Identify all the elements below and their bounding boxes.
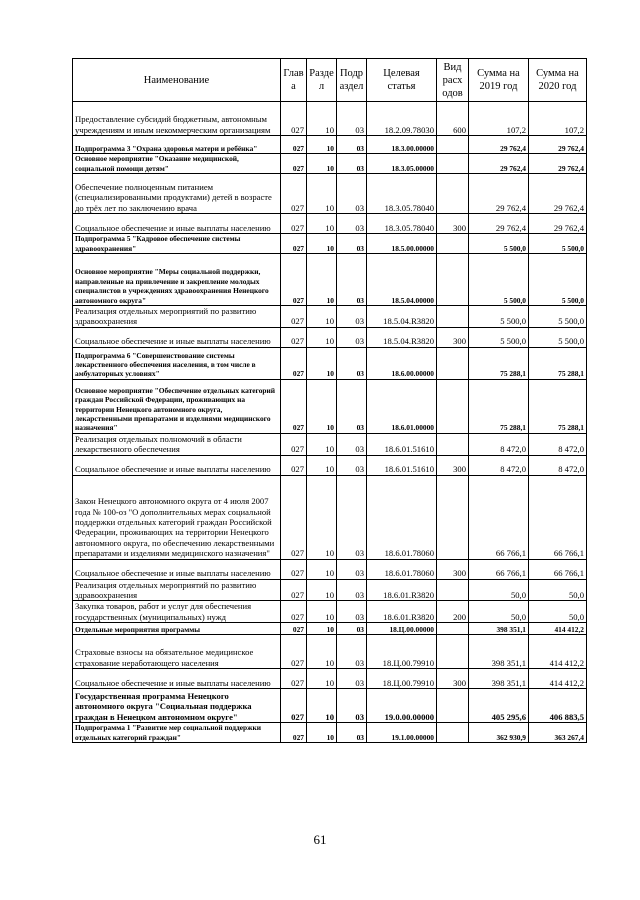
cell-sum-2019: 398 351,1	[469, 669, 529, 689]
cell-podrazdel: 03	[337, 102, 367, 136]
cell-name: Реализация отдельных мероприятий по развитию здравоохранения	[73, 306, 281, 328]
cell-name: Обеспечение полноценным питанием (специализированными продуктами) детей в возрасте до трёх лет по заключению врача	[73, 174, 281, 214]
cell-target: 18.2.09.78030	[367, 102, 437, 136]
cell-razdel: 10	[307, 455, 337, 475]
cell-vid	[437, 475, 469, 559]
cell-target: 18.6.01.78060	[367, 559, 437, 579]
cell-sum-2019: 29 762,4	[469, 214, 529, 234]
cell-podrazdel: 03	[337, 475, 367, 559]
cell-razdel: 10	[307, 623, 337, 635]
cell-sum-2019: 66 766,1	[469, 475, 529, 559]
cell-podrazdel: 03	[337, 379, 367, 433]
cell-name: Реализация отдельных мероприятий по развитию здравоохранения	[73, 579, 281, 601]
table-row	[73, 475, 587, 559]
cell-sum-2020: 66 766,1	[529, 475, 587, 559]
cell-sum-2020: 29 762,4	[529, 214, 587, 234]
cell-razdel: 10	[307, 579, 337, 601]
cell-sum-2020: 414 412,2	[529, 623, 587, 635]
cell-glava: 027	[281, 623, 307, 635]
cell-name: Социальное обеспечение и иные выплаты населению	[73, 327, 281, 347]
cell-sum-2019: 405 295,6	[469, 689, 529, 723]
cell-glava: 027	[281, 669, 307, 689]
cell-sum-2019: 5 500,0	[469, 306, 529, 328]
cell-name: Социальное обеспечение и иные выплаты населению	[73, 455, 281, 475]
budget-sheet	[72, 58, 587, 743]
cell-glava: 027	[281, 327, 307, 347]
cell-name: Основное мероприятие "Оказание медицинской, социальной помощи детям"	[73, 154, 281, 174]
cell-glava: 027	[281, 174, 307, 214]
cell-glava: 027	[281, 136, 307, 154]
cell-sum-2020: 5 500,0	[529, 234, 587, 254]
cell-sum-2019: 107,2	[469, 102, 529, 136]
cell-vid	[437, 254, 469, 306]
cell-sum-2020: 107,2	[529, 102, 587, 136]
cell-glava: 027	[281, 379, 307, 433]
table-row	[73, 669, 587, 689]
table-row	[73, 635, 587, 669]
cell-target: 18.5.04.00000	[367, 254, 437, 306]
cell-sum-2019: 29 762,4	[469, 154, 529, 174]
cell-glava: 027	[281, 601, 307, 623]
cell-razdel: 10	[307, 635, 337, 669]
table-row	[73, 601, 587, 623]
cell-podrazdel: 03	[337, 559, 367, 579]
cell-target: 18.5.04.R3820	[367, 327, 437, 347]
header-target: Целевая статья	[367, 59, 437, 102]
table-row	[73, 559, 587, 579]
cell-razdel: 10	[307, 174, 337, 214]
cell-sum-2020: 8 472,0	[529, 433, 587, 455]
cell-podrazdel: 03	[337, 579, 367, 601]
cell-razdel: 10	[307, 136, 337, 154]
cell-razdel: 10	[307, 475, 337, 559]
cell-podrazdel: 03	[337, 136, 367, 154]
cell-target: 18.Ц.00.79910	[367, 669, 437, 689]
cell-target: 19.1.00.00000	[367, 723, 437, 743]
cell-podrazdel: 03	[337, 669, 367, 689]
cell-name: Отдельные мероприятия программы	[73, 623, 281, 635]
cell-razdel: 10	[307, 214, 337, 234]
cell-target: 18.6.01.51610	[367, 433, 437, 455]
table-row	[73, 234, 587, 254]
cell-sum-2020: 5 500,0	[529, 254, 587, 306]
cell-glava: 027	[281, 475, 307, 559]
cell-name: Социальное обеспечение и иные выплаты населению	[73, 669, 281, 689]
cell-glava: 027	[281, 433, 307, 455]
header-podrazdel: Подр аздел	[337, 59, 367, 102]
cell-target: 18.3.05.78040	[367, 174, 437, 214]
cell-target: 18.6.01.00000	[367, 379, 437, 433]
cell-razdel: 10	[307, 327, 337, 347]
table-row	[73, 254, 587, 306]
cell-sum-2020: 414 412,2	[529, 635, 587, 669]
cell-vid	[437, 347, 469, 379]
cell-target: 18.Ц.00.79910	[367, 635, 437, 669]
cell-glava: 027	[281, 559, 307, 579]
cell-razdel: 10	[307, 559, 337, 579]
cell-razdel: 10	[307, 234, 337, 254]
cell-target: 18.5.00.00000	[367, 234, 437, 254]
cell-glava: 027	[281, 254, 307, 306]
cell-vid	[437, 635, 469, 669]
cell-razdel: 10	[307, 601, 337, 623]
cell-sum-2020: 29 762,4	[529, 136, 587, 154]
cell-vid	[437, 723, 469, 743]
cell-vid: 300	[437, 455, 469, 475]
cell-sum-2020: 66 766,1	[529, 559, 587, 579]
cell-razdel: 10	[307, 379, 337, 433]
cell-podrazdel: 03	[337, 723, 367, 743]
cell-glava: 027	[281, 214, 307, 234]
cell-vid	[437, 154, 469, 174]
cell-sum-2020: 8 472,0	[529, 455, 587, 475]
cell-sum-2019: 75 288,1	[469, 379, 529, 433]
table-row	[73, 154, 587, 174]
cell-name: Подпрограмма 6 "Совершенствование системы лекарственного обеспечения населения, в том числе в амбулаторных условиях"	[73, 347, 281, 379]
cell-sum-2019: 50,0	[469, 601, 529, 623]
cell-podrazdel: 03	[337, 601, 367, 623]
cell-vid	[437, 174, 469, 214]
header-glava: Глав а	[281, 59, 307, 102]
cell-vid: 200	[437, 601, 469, 623]
cell-sum-2020: 406 883,5	[529, 689, 587, 723]
cell-podrazdel: 03	[337, 433, 367, 455]
cell-podrazdel: 03	[337, 455, 367, 475]
cell-glava: 027	[281, 689, 307, 723]
budget-body	[73, 102, 587, 743]
cell-podrazdel: 03	[337, 689, 367, 723]
cell-podrazdel: 03	[337, 347, 367, 379]
cell-target: 18.6.01.R3820	[367, 601, 437, 623]
cell-target: 18.6.01.R3820	[367, 579, 437, 601]
cell-sum-2019: 5 500,0	[469, 327, 529, 347]
header-vid: Вид расх одов	[437, 59, 469, 102]
table-row	[73, 102, 587, 136]
cell-name: Закон Ненецкого автономного округа от 4 июля 2007 года № 100-оз "О дополнительных мерах социальной поддержки отдельных категорий граждан Российской Федерации, проживающих на территории Ненецкого автономного округа, по обеспечению лекарственными препаратами и изделиями медицинского назначения"	[73, 475, 281, 559]
cell-glava: 027	[281, 102, 307, 136]
cell-glava: 027	[281, 635, 307, 669]
table-row	[73, 347, 587, 379]
cell-sum-2020: 50,0	[529, 579, 587, 601]
cell-vid: 300	[437, 559, 469, 579]
cell-sum-2019: 66 766,1	[469, 559, 529, 579]
table-row	[73, 306, 587, 328]
cell-vid	[437, 306, 469, 328]
cell-name: Основное мероприятие "Обеспечение отдельных категорий граждан Российской Федерации, проживающих на территории Ненецкого автономного округа, лекарственными препаратами и изделиями медицинского назначения"	[73, 379, 281, 433]
table-row	[73, 689, 587, 723]
cell-name: Подпрограмма 3 "Охрана здоровья матери и ребёнка"	[73, 136, 281, 154]
cell-target: 18.3.05.00000	[367, 154, 437, 174]
cell-sum-2020: 5 500,0	[529, 306, 587, 328]
cell-podrazdel: 03	[337, 234, 367, 254]
cell-podrazdel: 03	[337, 306, 367, 328]
header-razdel: Разде л	[307, 59, 337, 102]
cell-sum-2020: 414 412,2	[529, 669, 587, 689]
cell-sum-2019: 29 762,4	[469, 174, 529, 214]
cell-sum-2020: 50,0	[529, 601, 587, 623]
cell-sum-2020: 29 762,4	[529, 174, 587, 214]
cell-razdel: 10	[307, 433, 337, 455]
cell-glava: 027	[281, 347, 307, 379]
cell-target: 18.3.05.78040	[367, 214, 437, 234]
cell-target: 18.3.00.00000	[367, 136, 437, 154]
table-row	[73, 214, 587, 234]
header-sum-2019: Сумма на 2019 год	[469, 59, 529, 102]
cell-sum-2020: 29 762,4	[529, 154, 587, 174]
cell-vid: 300	[437, 669, 469, 689]
cell-razdel: 10	[307, 254, 337, 306]
cell-vid	[437, 689, 469, 723]
cell-target: 18.6.00.00000	[367, 347, 437, 379]
table-row	[73, 623, 587, 635]
cell-name: Реализация отдельных полномочий в области лекарственного обеспечения	[73, 433, 281, 455]
cell-podrazdel: 03	[337, 623, 367, 635]
cell-vid: 300	[437, 214, 469, 234]
cell-name: Социальное обеспечение и иные выплаты населению	[73, 214, 281, 234]
cell-vid	[437, 234, 469, 254]
cell-sum-2019: 8 472,0	[469, 455, 529, 475]
cell-glava: 027	[281, 234, 307, 254]
cell-name: Социальное обеспечение и иные выплаты населению	[73, 559, 281, 579]
header-name: Наименование	[73, 59, 281, 102]
header-row	[73, 59, 587, 102]
table-row	[73, 723, 587, 743]
table-row	[73, 579, 587, 601]
cell-vid	[437, 379, 469, 433]
cell-podrazdel: 03	[337, 254, 367, 306]
cell-sum-2020: 5 500,0	[529, 327, 587, 347]
cell-podrazdel: 03	[337, 214, 367, 234]
cell-vid	[437, 136, 469, 154]
cell-vid: 600	[437, 102, 469, 136]
cell-razdel: 10	[307, 347, 337, 379]
cell-podrazdel: 03	[337, 174, 367, 214]
cell-vid: 300	[437, 327, 469, 347]
cell-razdel: 10	[307, 669, 337, 689]
cell-glava: 027	[281, 154, 307, 174]
cell-name: Подпрограмма 1 "Развитие мер социальной поддержки отдельных категорий граждан"	[73, 723, 281, 743]
cell-podrazdel: 03	[337, 635, 367, 669]
cell-razdel: 10	[307, 689, 337, 723]
table-row	[73, 379, 587, 433]
cell-sum-2020: 75 288,1	[529, 347, 587, 379]
cell-sum-2019: 75 288,1	[469, 347, 529, 379]
cell-sum-2019: 29 762,4	[469, 136, 529, 154]
cell-name: Закупка товаров, работ и услуг для обеспечения государственных (муниципальных) нужд	[73, 601, 281, 623]
cell-name: Страховые взносы на обязательное медицинское страхование неработающего населения	[73, 635, 281, 669]
cell-sum-2019: 8 472,0	[469, 433, 529, 455]
cell-vid	[437, 433, 469, 455]
cell-podrazdel: 03	[337, 154, 367, 174]
cell-name: Предоставление субсидий бюджетным, автономным учреждениям и иным некоммерческим организациям	[73, 102, 281, 136]
cell-target: 18.6.01.78060	[367, 475, 437, 559]
cell-razdel: 10	[307, 102, 337, 136]
cell-vid	[437, 579, 469, 601]
cell-sum-2019: 50,0	[469, 579, 529, 601]
table-row	[73, 433, 587, 455]
cell-glava: 027	[281, 579, 307, 601]
table-row	[73, 174, 587, 214]
cell-target: 18.6.01.51610	[367, 455, 437, 475]
header-sum-2020: Сумма на 2020 год	[529, 59, 587, 102]
table-row	[73, 455, 587, 475]
cell-sum-2020: 363 267,4	[529, 723, 587, 743]
cell-name: Государственная программа Ненецкого автономного округа "Социальная поддержка граждан в Ненецком автономном округе"	[73, 689, 281, 723]
cell-razdel: 10	[307, 306, 337, 328]
cell-sum-2019: 5 500,0	[469, 234, 529, 254]
cell-sum-2019: 398 351,1	[469, 623, 529, 635]
table-row	[73, 327, 587, 347]
table-row	[73, 136, 587, 154]
cell-sum-2019: 362 930,9	[469, 723, 529, 743]
cell-sum-2020: 75 288,1	[529, 379, 587, 433]
page-number: 61	[313, 832, 327, 847]
cell-target: 18.5.04.R3820	[367, 306, 437, 328]
cell-target: 18.Ц.00.00000	[367, 623, 437, 635]
cell-target: 19.0.00.00000	[367, 689, 437, 723]
cell-glava: 027	[281, 455, 307, 475]
cell-razdel: 10	[307, 723, 337, 743]
cell-vid	[437, 623, 469, 635]
cell-glava: 027	[281, 723, 307, 743]
cell-razdel: 10	[307, 154, 337, 174]
cell-glava: 027	[281, 306, 307, 328]
cell-name: Основное мероприятие "Меры социальной поддержки, направленные на привлечение и закрепление молодых специалистов в учреждениях здравоохранения Ненецкого автономного округа"	[73, 254, 281, 306]
budget-table	[72, 58, 587, 743]
cell-sum-2019: 5 500,0	[469, 254, 529, 306]
cell-sum-2019: 398 351,1	[469, 635, 529, 669]
cell-podrazdel: 03	[337, 327, 367, 347]
cell-name: Подпрограмма 5 "Кадровое обеспечение системы здравоохранения"	[73, 234, 281, 254]
